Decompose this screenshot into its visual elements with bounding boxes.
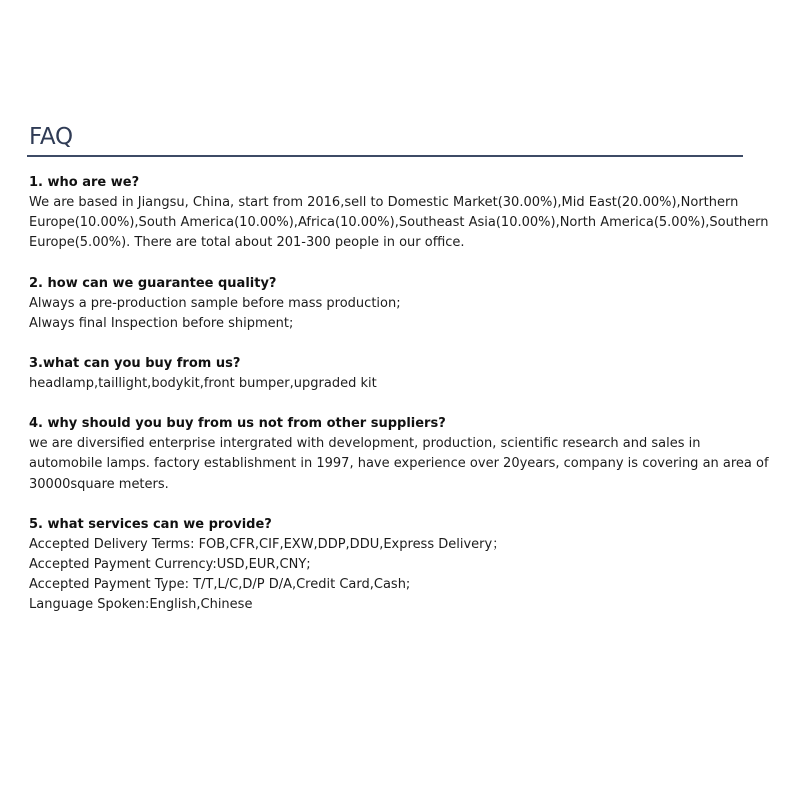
faq-item-services: [29, 515, 745, 616]
page-title: FAQ: [29, 124, 73, 150]
faq-answer: [29, 374, 745, 394]
faq-answer-line: we are diversified enterprise intergrated with development, production, scientific research and sales in: [29, 436, 701, 452]
faq-answer-line: We are based in Jiangsu, China, start from 2016,sell to Domestic Market(30.00%),Mid East(20.00%),Northern: [29, 195, 739, 210]
faq-answer-line: Always a pre-production sample before mass production;: [29, 295, 401, 311]
faq-item-quality: [29, 274, 745, 334]
faq-answer-line: Language Spoken:English,Chinese: [29, 597, 253, 613]
faq-answer-line: Europe(10.00%),South America(10.00%),Africa(10.00%),Southeast Asia(10.00%),North America(5.00%),Southern: [29, 215, 769, 231]
faq-section: [29, 122, 769, 636]
faq-answer-line: headlamp,taillight,bodykit,front bumper,upgraded kit: [29, 376, 377, 392]
faq-item-who-are-we: [29, 173, 769, 254]
faq-question: 4. why should you buy from us not from other suppliers?: [29, 416, 446, 432]
faq-question: 3.what can you buy from us?: [29, 356, 241, 372]
faq-answer-line: Accepted Payment Currency:USD,EUR,CNY;: [29, 557, 311, 573]
faq-list: [29, 173, 769, 616]
faq-item-why-us: [29, 414, 769, 495]
faq-item-products: [29, 354, 745, 394]
faq-answer-line: automobile lamps. factory establishment in 1997, have experience over 20years, company is covering an area of: [29, 456, 769, 472]
faq-question: 2. how can we guarantee quality?: [29, 275, 277, 291]
faq-question: 1. who are we?: [29, 175, 140, 190]
faq-answer-line: 30000square meters.: [29, 476, 169, 492]
faq-answer: [29, 535, 745, 616]
faq-answer: [29, 294, 745, 334]
faq-answer: [29, 193, 769, 254]
faq-answer-line: Europe(5.00%). There are total about 201-300 people in our office.: [29, 235, 465, 251]
faq-answer-line: Accepted Delivery Terms: FOB,CFR,CIF,EXW,DDP,DDU,Express Delivery；: [29, 536, 506, 552]
faq-answer-line: Accepted Payment Type: T/T,L/C,D/P D/A,Credit Card,Cash;: [29, 577, 411, 593]
faq-answer-line: Always final Inspection before shipment;: [29, 315, 294, 331]
faq-answer: [29, 434, 769, 495]
title-divider: [27, 155, 743, 157]
faq-question: 5. what services can we provide?: [29, 516, 272, 532]
